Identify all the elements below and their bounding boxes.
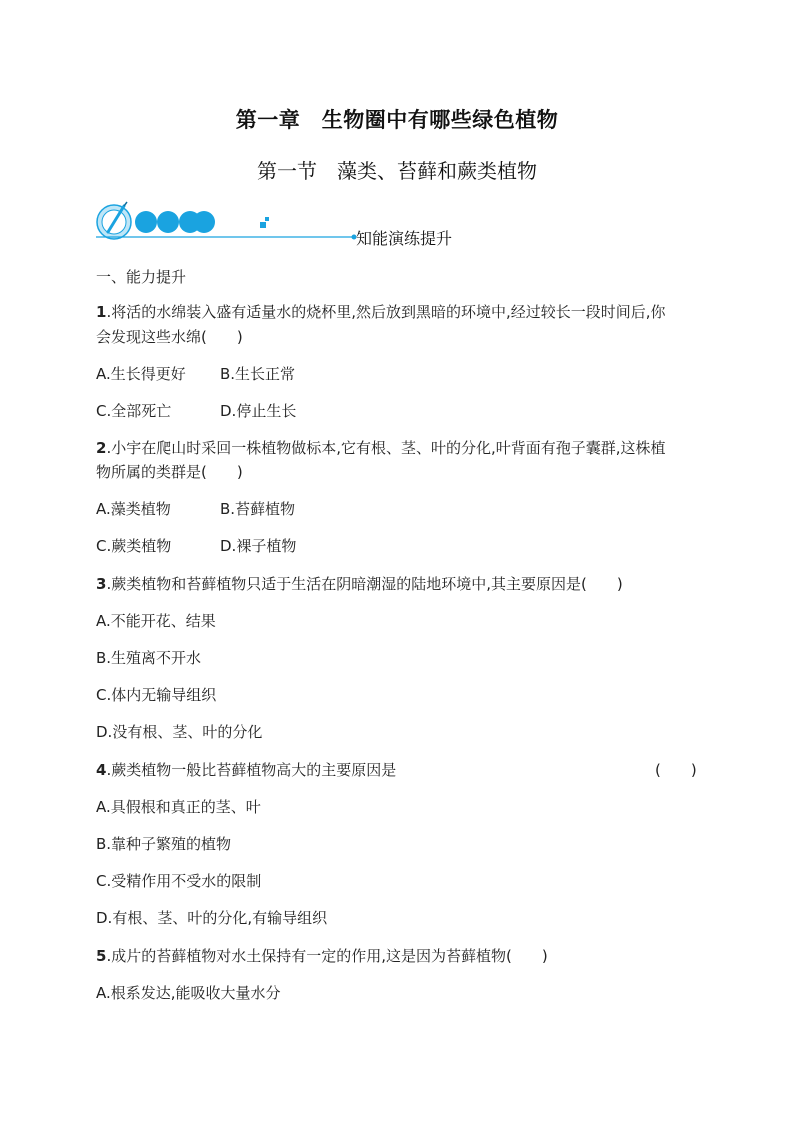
question-1-stem-line1: 1.将活的水绵装入盛有适量水的烧杯里,然后放到黑暗的环境中,经过较长一段时间后,你 — [96, 303, 666, 321]
option-b: B.生长正常 — [220, 365, 296, 383]
question-4-option-a: A.具假根和真正的茎、叶 — [96, 798, 261, 816]
question-number: 4 — [96, 761, 107, 779]
banner-dot-icon — [135, 211, 157, 233]
question-3-option-d: D.没有根、茎、叶的分化 — [96, 723, 263, 741]
banner-label: 知能演练提升 — [356, 229, 453, 248]
question-2-stem-line2: 物所属的类群是( ) — [96, 463, 243, 481]
banner-square-icon — [260, 222, 266, 228]
chapter-title: 第一章 生物圈中有哪些绿色植物 — [235, 108, 559, 132]
question-4-stem-line1: 4.蕨类植物一般比苔藓植物高大的主要原因是 — [96, 761, 397, 779]
section-title: 第一节 藻类、苔藓和蕨类植物 — [257, 159, 537, 183]
part-heading: 一、能力提升 — [96, 268, 187, 286]
question-number: 2 — [96, 439, 107, 457]
question-3-option-a: A.不能开花、结果 — [96, 612, 216, 630]
option-d: D.裸子植物 — [220, 537, 297, 555]
question-4-option-b: B.靠种子繁殖的植物 — [96, 835, 232, 853]
question-4-option-c: C.受精作用不受水的限制 — [96, 872, 262, 890]
question-4-answer-paren: ( ) — [655, 761, 697, 779]
question-1-options-row1 — [96, 363, 296, 385]
option-c: C.蕨类植物 — [96, 537, 172, 555]
pen-circle-icon — [97, 202, 131, 239]
question-5-stem-line1: 5.成片的苔藓植物对水土保持有一定的作用,这是因为苔藓植物( ) — [96, 947, 548, 965]
option-c: C.全部死亡 — [96, 402, 172, 420]
banner-square-icon — [265, 217, 269, 221]
question-3-option-b: B.生殖离不开水 — [96, 649, 202, 667]
section-banner — [94, 200, 514, 248]
question-3-option-c: C.体内无输导组织 — [96, 686, 217, 704]
question-number: 5 — [96, 947, 107, 965]
banner-dot-icon — [157, 211, 179, 233]
option-d: D.停止生长 — [220, 402, 297, 420]
banner-dot-icon — [193, 211, 215, 233]
question-1-options-row2 — [96, 400, 297, 422]
question-2-options-row1 — [96, 498, 296, 520]
option-b: B.苔藓植物 — [220, 500, 296, 518]
question-5-option-a: A.根系发达,能吸收大量水分 — [96, 984, 281, 1002]
question-3-stem-line1: 3.蕨类植物和苔藓植物只适于生活在阴暗潮湿的陆地环境中,其主要原因是( ) — [96, 575, 623, 593]
question-1-stem-line2: 会发现这些水绵( ) — [96, 328, 243, 346]
option-a: A.生长得更好 — [96, 365, 186, 383]
question-2-stem-line1: 2.小宇在爬山时采回一株植物做标本,它有根、茎、叶的分化,叶背面有孢子囊群,这株植 — [96, 439, 666, 457]
option-a: A.藻类植物 — [96, 500, 171, 518]
question-4-option-d: D.有根、茎、叶的分化,有输导组织 — [96, 909, 328, 927]
question-2-options-row2 — [96, 535, 297, 557]
question-number: 1 — [96, 303, 107, 321]
question-number: 3 — [96, 575, 107, 593]
